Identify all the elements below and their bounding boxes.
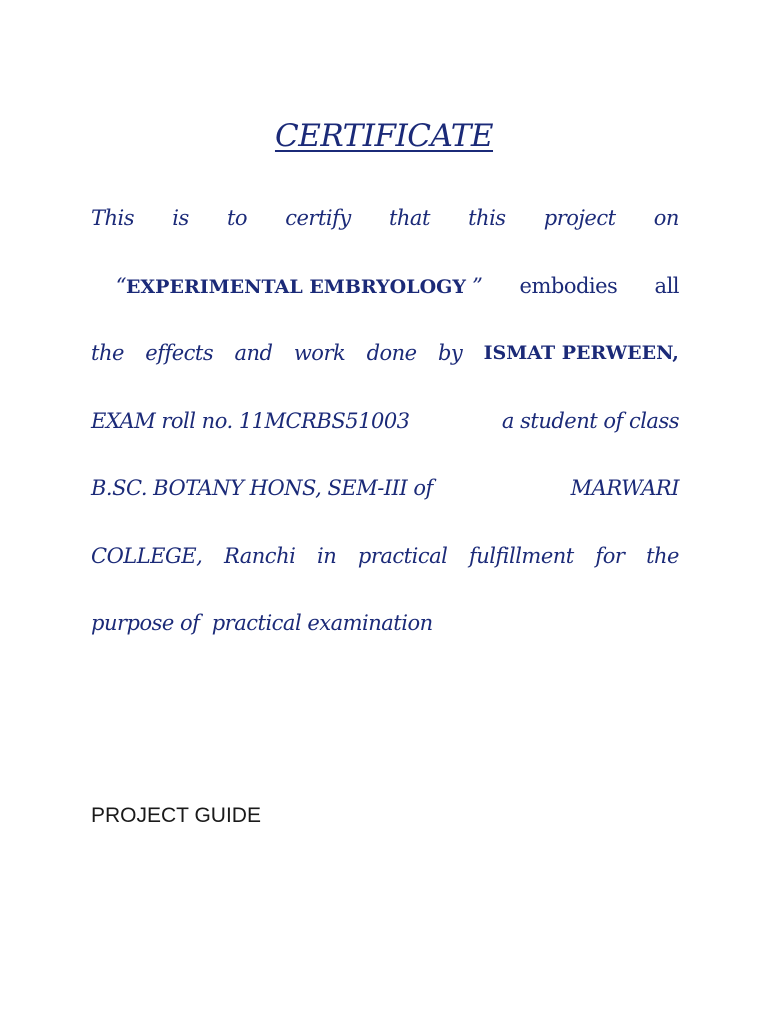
body-word: effects: [145, 341, 214, 365]
body-word: the: [646, 544, 679, 568]
body-line-1: [91, 200, 679, 236]
body-word: in: [316, 544, 337, 568]
body-word: the: [91, 341, 124, 365]
body-word: and: [234, 341, 273, 365]
close-quote: ”: [465, 274, 483, 298]
body-word: is: [172, 206, 189, 230]
body-word: on: [653, 206, 679, 230]
body-word: all: [654, 274, 679, 298]
body-word: Ranchi: [223, 544, 296, 568]
body-word: this: [468, 206, 506, 230]
project-title: EXPERIMENTAL EMBRYOLOGY: [125, 276, 466, 298]
body-word: to: [226, 206, 248, 230]
body-word: COLLEGE,: [91, 544, 203, 568]
certificate-title: CERTIFICATE: [274, 118, 494, 154]
open-quote: “: [115, 274, 126, 298]
body-line-2: [91, 268, 679, 304]
body-word: that: [388, 206, 430, 230]
student-name: ISMAT PERWEEN,: [483, 342, 679, 364]
course-text: B.SC. BOTANY HONS, SEM-III of: [91, 476, 433, 500]
body-line-7: [91, 605, 679, 641]
body-line-6: [91, 538, 679, 574]
body-word: fulfillment: [469, 544, 574, 568]
student-class-text: a student of class: [501, 409, 679, 433]
body-line-5: [91, 470, 679, 506]
body-word: done: [366, 341, 417, 365]
project-title-group: [91, 250, 482, 322]
body-word: work: [293, 341, 346, 365]
body-word: for: [595, 544, 625, 568]
body-line-4: [91, 403, 679, 439]
body-line-3: [91, 335, 679, 371]
project-guide-label: PROJECT GUIDE: [91, 804, 261, 827]
body-text-purpose: purpose of practical examination: [91, 611, 433, 635]
body-word: certify: [285, 206, 351, 230]
college-name-part: MARWARI: [570, 476, 679, 500]
body-word: embodies: [519, 274, 618, 298]
body-word: by: [437, 341, 463, 365]
exam-roll-number: EXAM roll no. 11MCRBS51003: [91, 409, 410, 433]
body-word: This: [91, 206, 135, 230]
body-word: project: [543, 206, 616, 230]
body-word: practical: [357, 544, 448, 568]
